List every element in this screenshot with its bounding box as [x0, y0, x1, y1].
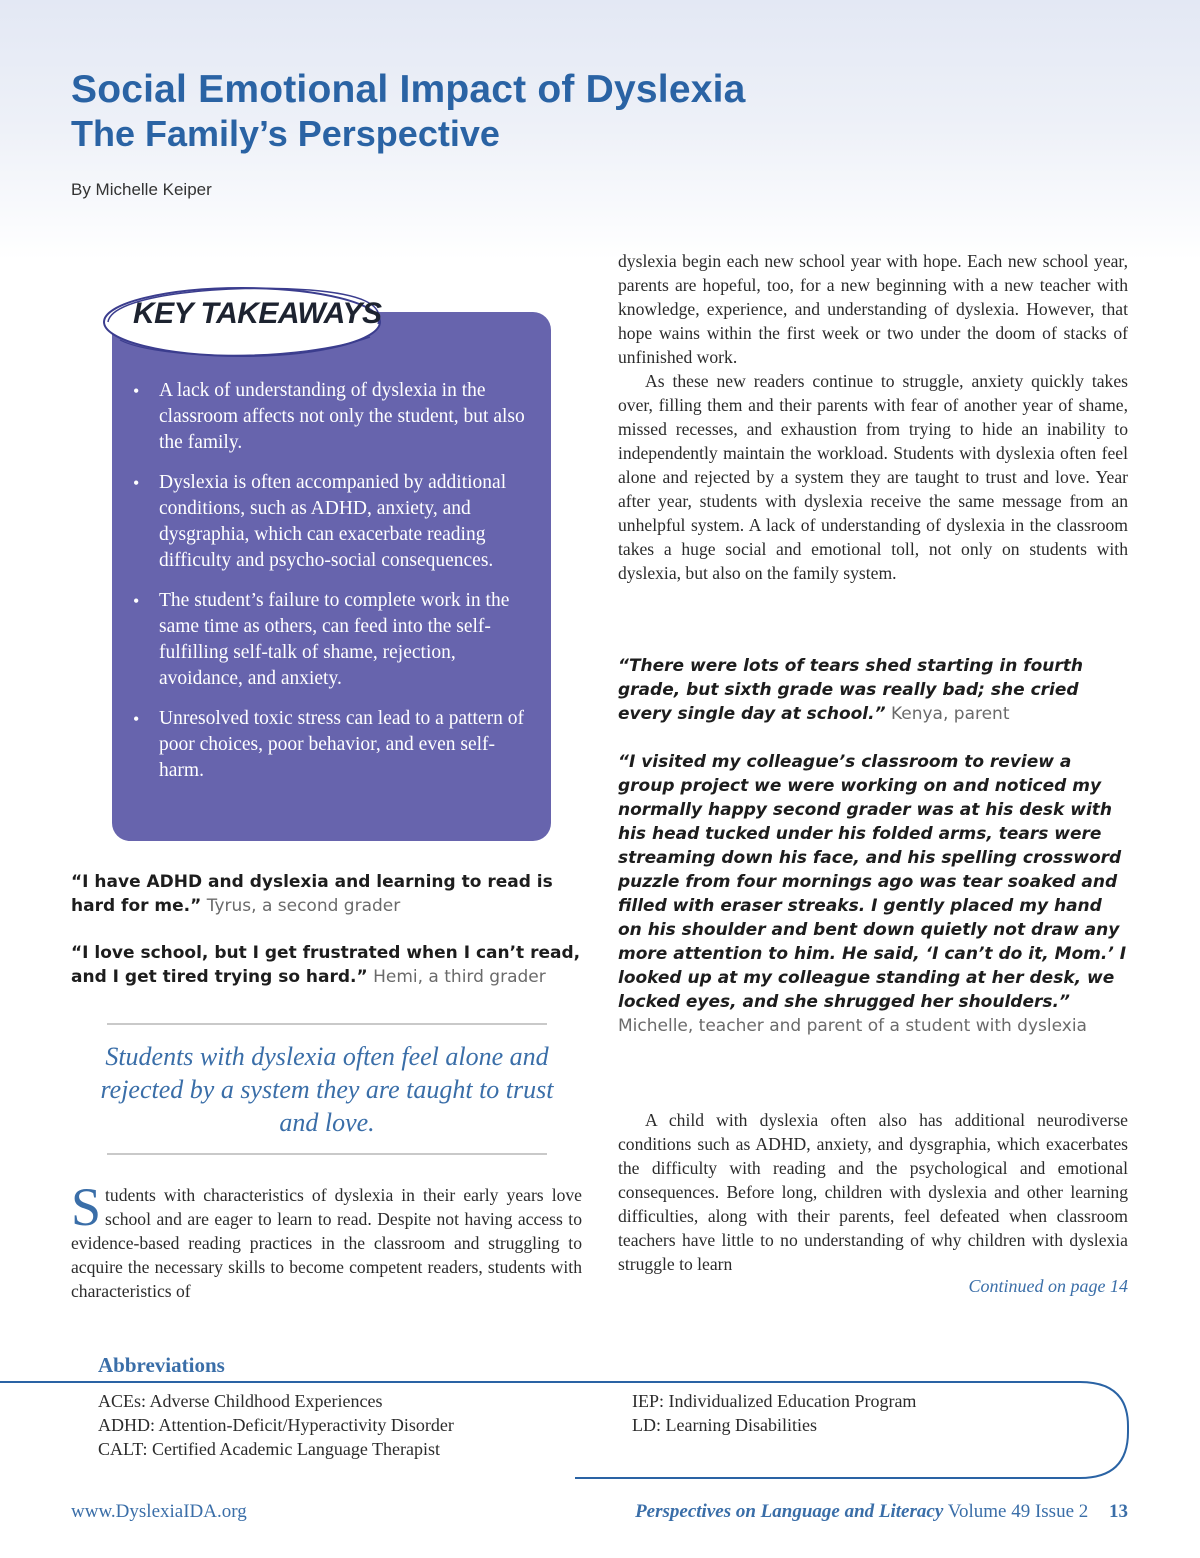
quote-attribution: Tyrus, a second grader [206, 896, 401, 916]
student-quote-hemi [71, 941, 586, 989]
bullet-icon: • [133, 381, 140, 401]
pull-quote-rule-bottom [107, 1153, 547, 1155]
teacher-quote-michelle [618, 750, 1128, 1038]
body-paragraph-intro [71, 1177, 582, 1303]
quote-attribution: Hemi, a third grader [373, 967, 546, 987]
quote-text: “I love school, but I get frustrated when I can’t read, and I get tired trying so hard.” [71, 943, 581, 987]
parent-quote-kenya [618, 654, 1128, 726]
list-item: IEP: Individualized Education Program [632, 1391, 917, 1411]
abbreviations-list-right [632, 1389, 916, 1437]
takeaway-text: A lack of understanding of dyslexia in the classroom affects not only the student, but also the family. [159, 380, 525, 453]
takeaway-text: The student’s failure to complete work in the same time as others, can feed into the self-fulfilling self-talk of shame, rejection, avoidance, and anxiety. [159, 590, 510, 689]
list-item: ADHD: Attention-Deficit/Hyperactivity Disorder [98, 1415, 454, 1435]
key-takeaways-heading: KEY TAKEAWAYS [133, 297, 382, 330]
quote-text: “I have ADHD and dyslexia and learning to read is hard for me.” [71, 872, 553, 916]
journal-name: Perspectives on Language and Literacy [635, 1501, 944, 1522]
list-item [133, 706, 533, 784]
body-text: tudents with characteristics of dyslexia in their early years love school and are eager to learn to read. Despite not having access to evidence-based reading practices in the classroom and struggling to acquire the necessary skills to become competent readers, students with characteristics of [71, 1185, 582, 1301]
list-item: LD: Learning Disabilities [632, 1415, 817, 1435]
key-takeaways-list [133, 378, 533, 798]
quote-text: “I visited my colleague’s classroom to review a group project we were working on and noticed my normally happy second grader was at his desk with his head tucked under his folded arms, tears were streaming down his face, and his spelling crossword puzzle from four mornings ago was tear soaked and filled with eraser streaks. I gently placed my hand on his shoulder and bent down quietly not draw any more attention to him. He said, ‘I can’t do it, Mom.’ I looked up at my colleague standing at her desk, we locked eyes, and she shrugged her shoulders.” [618, 752, 1127, 1012]
list-item [133, 378, 533, 456]
bullet-icon: • [133, 591, 140, 611]
takeaway-text: Dyslexia is often accompanied by additional conditions, such as ADHD, anxiety, and dysgraphia, which can exacerbate reading difficulty and psycho-social consequences. [159, 472, 507, 571]
abbreviations-heading: Abbreviations [98, 1353, 225, 1377]
takeaway-text: Unresolved toxic stress can lead to a pattern of poor choices, poor behavior, and even self-harm. [159, 708, 524, 781]
list-item: CALT: Certified Academic Language Therapist [98, 1439, 440, 1459]
list-item [133, 470, 533, 574]
body-paragraph-3: A child with dyslexia often also has additional neurodiverse conditions such as ADHD, anxiety, and dysgraphia, which exacerbates the difficulty with reading and the psychological and emotional consequences. Before long, children with dyslexia and other learning difficulties, along with their parents, feel defeated when classroom teachers have little to no understanding of why children with dyslexia struggle to learn [618, 1110, 1128, 1274]
abbreviations-list-left [98, 1389, 454, 1461]
pull-quote: Students with dyslexia often feel alone and rejected by a system they are taught to trust and love. [100, 1042, 554, 1137]
quote-attribution: Michelle, teacher and parent of a student with dyslexia [618, 1016, 1087, 1036]
footer-website-link[interactable]: www.DyslexiaIDA.org [71, 1501, 247, 1522]
article-subtitle: The Family’s Perspective [71, 113, 500, 154]
page-number: 13 [1109, 1501, 1128, 1522]
footer-publication [635, 1501, 1128, 1523]
byline: By Michelle Keiper [71, 180, 212, 199]
quote-text: “There were lots of tears shed starting in fourth grade, but sixth grade was really bad; she cried every single day at school.” [618, 656, 1084, 724]
bullet-icon: • [133, 473, 140, 493]
list-item: ACEs: Adverse Childhood Experiences [98, 1391, 383, 1411]
bullet-icon: • [133, 709, 140, 729]
body-paragraph-1: dyslexia begin each new school year with hope. Each new school year, parents are hopeful, too, for a new beginning with a new teacher with knowledge, experience, and understanding of dyslexia. However, that hope wains within the first week or two under the doom of stacks of unfinished work. [618, 251, 1128, 367]
continued-link[interactable]: Continued on page 14 [968, 1276, 1128, 1296]
drop-cap: S [71, 1177, 102, 1237]
article-title: Social Emotional Impact of Dyslexia [71, 68, 746, 111]
body-paragraph-2: As these new readers continue to struggle, anxiety quickly takes over, filling them and their parents with fear of another year of shame, missed recesses, and exhaustion from trying to hide an inability to independently maintain the workload. Students with dyslexia often feel alone and rejected by a system they are taught to trust and love. Year after year, students with dyslexia receive the same message from an unhelpful system. A lack of understanding of dyslexia in the classroom takes a huge social and emotional toll, not only on students with dyslexia, but also on the family system. [618, 371, 1128, 583]
issue-label: Volume 49 Issue 2 [947, 1501, 1089, 1522]
list-item [133, 588, 533, 692]
quote-attribution: Kenya, parent [890, 704, 1010, 724]
student-quote-tyrus [71, 870, 586, 918]
pull-quote-rule-top [107, 1023, 547, 1025]
